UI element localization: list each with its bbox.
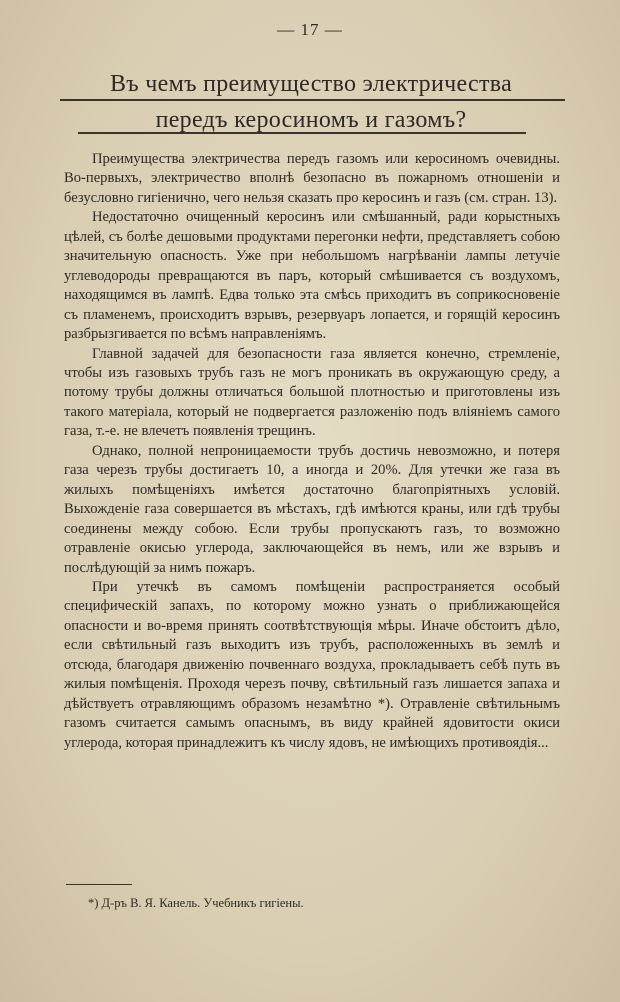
chapter-heading — [56, 66, 566, 138]
footnote: *) Д-ръ В. Я. Канель. Учебникъ гигiены. — [88, 896, 304, 910]
paragraph: Преимущества электричества передъ газомъ или керосиномъ очевидны. Во-первыхъ, электричество вполнѣ безопасно въ пожарномъ отношенiи и безусловно гигiенично, чего нельзя сказать про керосинъ и газъ (см. стран. 13). — [64, 151, 560, 206]
paragraph: Недостаточно очищенный керосинъ или смѣшанный, ради корыстныхъ цѣлей, съ болѣе дешовыми продуктами перегонки нефти, представляетъ собою значительную опасность. Уже при небольшомъ нагрѣванiи лампы летучiе углеводороды превращаются въ паръ, который смѣшивается съ воздухомъ, находящимся въ лампѣ. Едва только эта смѣсь приходитъ въ соприкосновенiе съ пламенемъ, происходитъ взрывъ, резервуаръ лопается, и горящiй керосинъ разбрызгивается по всѣмъ направленiямъ. — [64, 209, 560, 343]
heading-rule-top — [60, 99, 565, 101]
body-text — [64, 150, 560, 753]
heading-line-2: передъ керосиномъ и газомъ? — [155, 107, 467, 133]
paragraph: При утечкѣ въ самомъ помѣщенiи распространяется особый специфическiй запахъ, по которому можно узнать о приближающейся опасности и во-время принять соотвѣтствующiя мѣры. Иначе обстоитъ дѣло, если свѣтильный газъ выходитъ изъ трубъ, расположенныхъ въ землѣ и отсюда, благодаря движенiю почвеннаго воздуха, прокладываетъ себѣ путь въ жилыя помѣщенiя. Проходя черезъ почву, свѣтильный газъ лишается запаха и дѣйствуетъ отравляющимъ образомъ незамѣтно *). Отравленiе свѣтильнымъ газомъ считается самымъ опаснымъ, въ виду крайней ядовитости окиси углерода, которая принадлежитъ къ числу ядовъ, не имѣющихъ противоядiя... — [64, 578, 560, 751]
heading-rule-bottom — [78, 132, 526, 134]
page-number: — 17 — — [277, 20, 343, 39]
paragraph: Однако, полной непроницаемости трубъ достичь невозможно, и потеря газа черезъ трубы достигаетъ 10, а иногда и 20%. Для утечки же газа въ жилыхъ помѣщенiяхъ имѣется достаточно благопрiятныхъ условiй. Выхожденiе газа совершается въ мѣстахъ, гдѣ имѣются краны, или гдѣ трубы соединены между собою. Если трубы пропускаютъ газъ, то возможно отравленiе окисью углерода, заключающейся въ немъ, или же взрывъ и послѣдующiй за нимъ пожаръ. — [64, 442, 560, 576]
footnote-divider — [66, 884, 132, 885]
heading-line-1: Въ чемъ преимущество электричества — [109, 71, 513, 97]
paragraph: Главной задачей для безопасности газа является конечно, стремленiе, чтобы изъ газовыхъ трубъ газъ не могъ проникать въ окружающую среду, а потому трубы должны отличаться большой плотностью и приготовлены изъ такого матерiала, который не подвергается разложенiю подъ влiянiемъ самого газа, т.-е. не влечетъ появленiя трещинъ. — [64, 345, 560, 440]
